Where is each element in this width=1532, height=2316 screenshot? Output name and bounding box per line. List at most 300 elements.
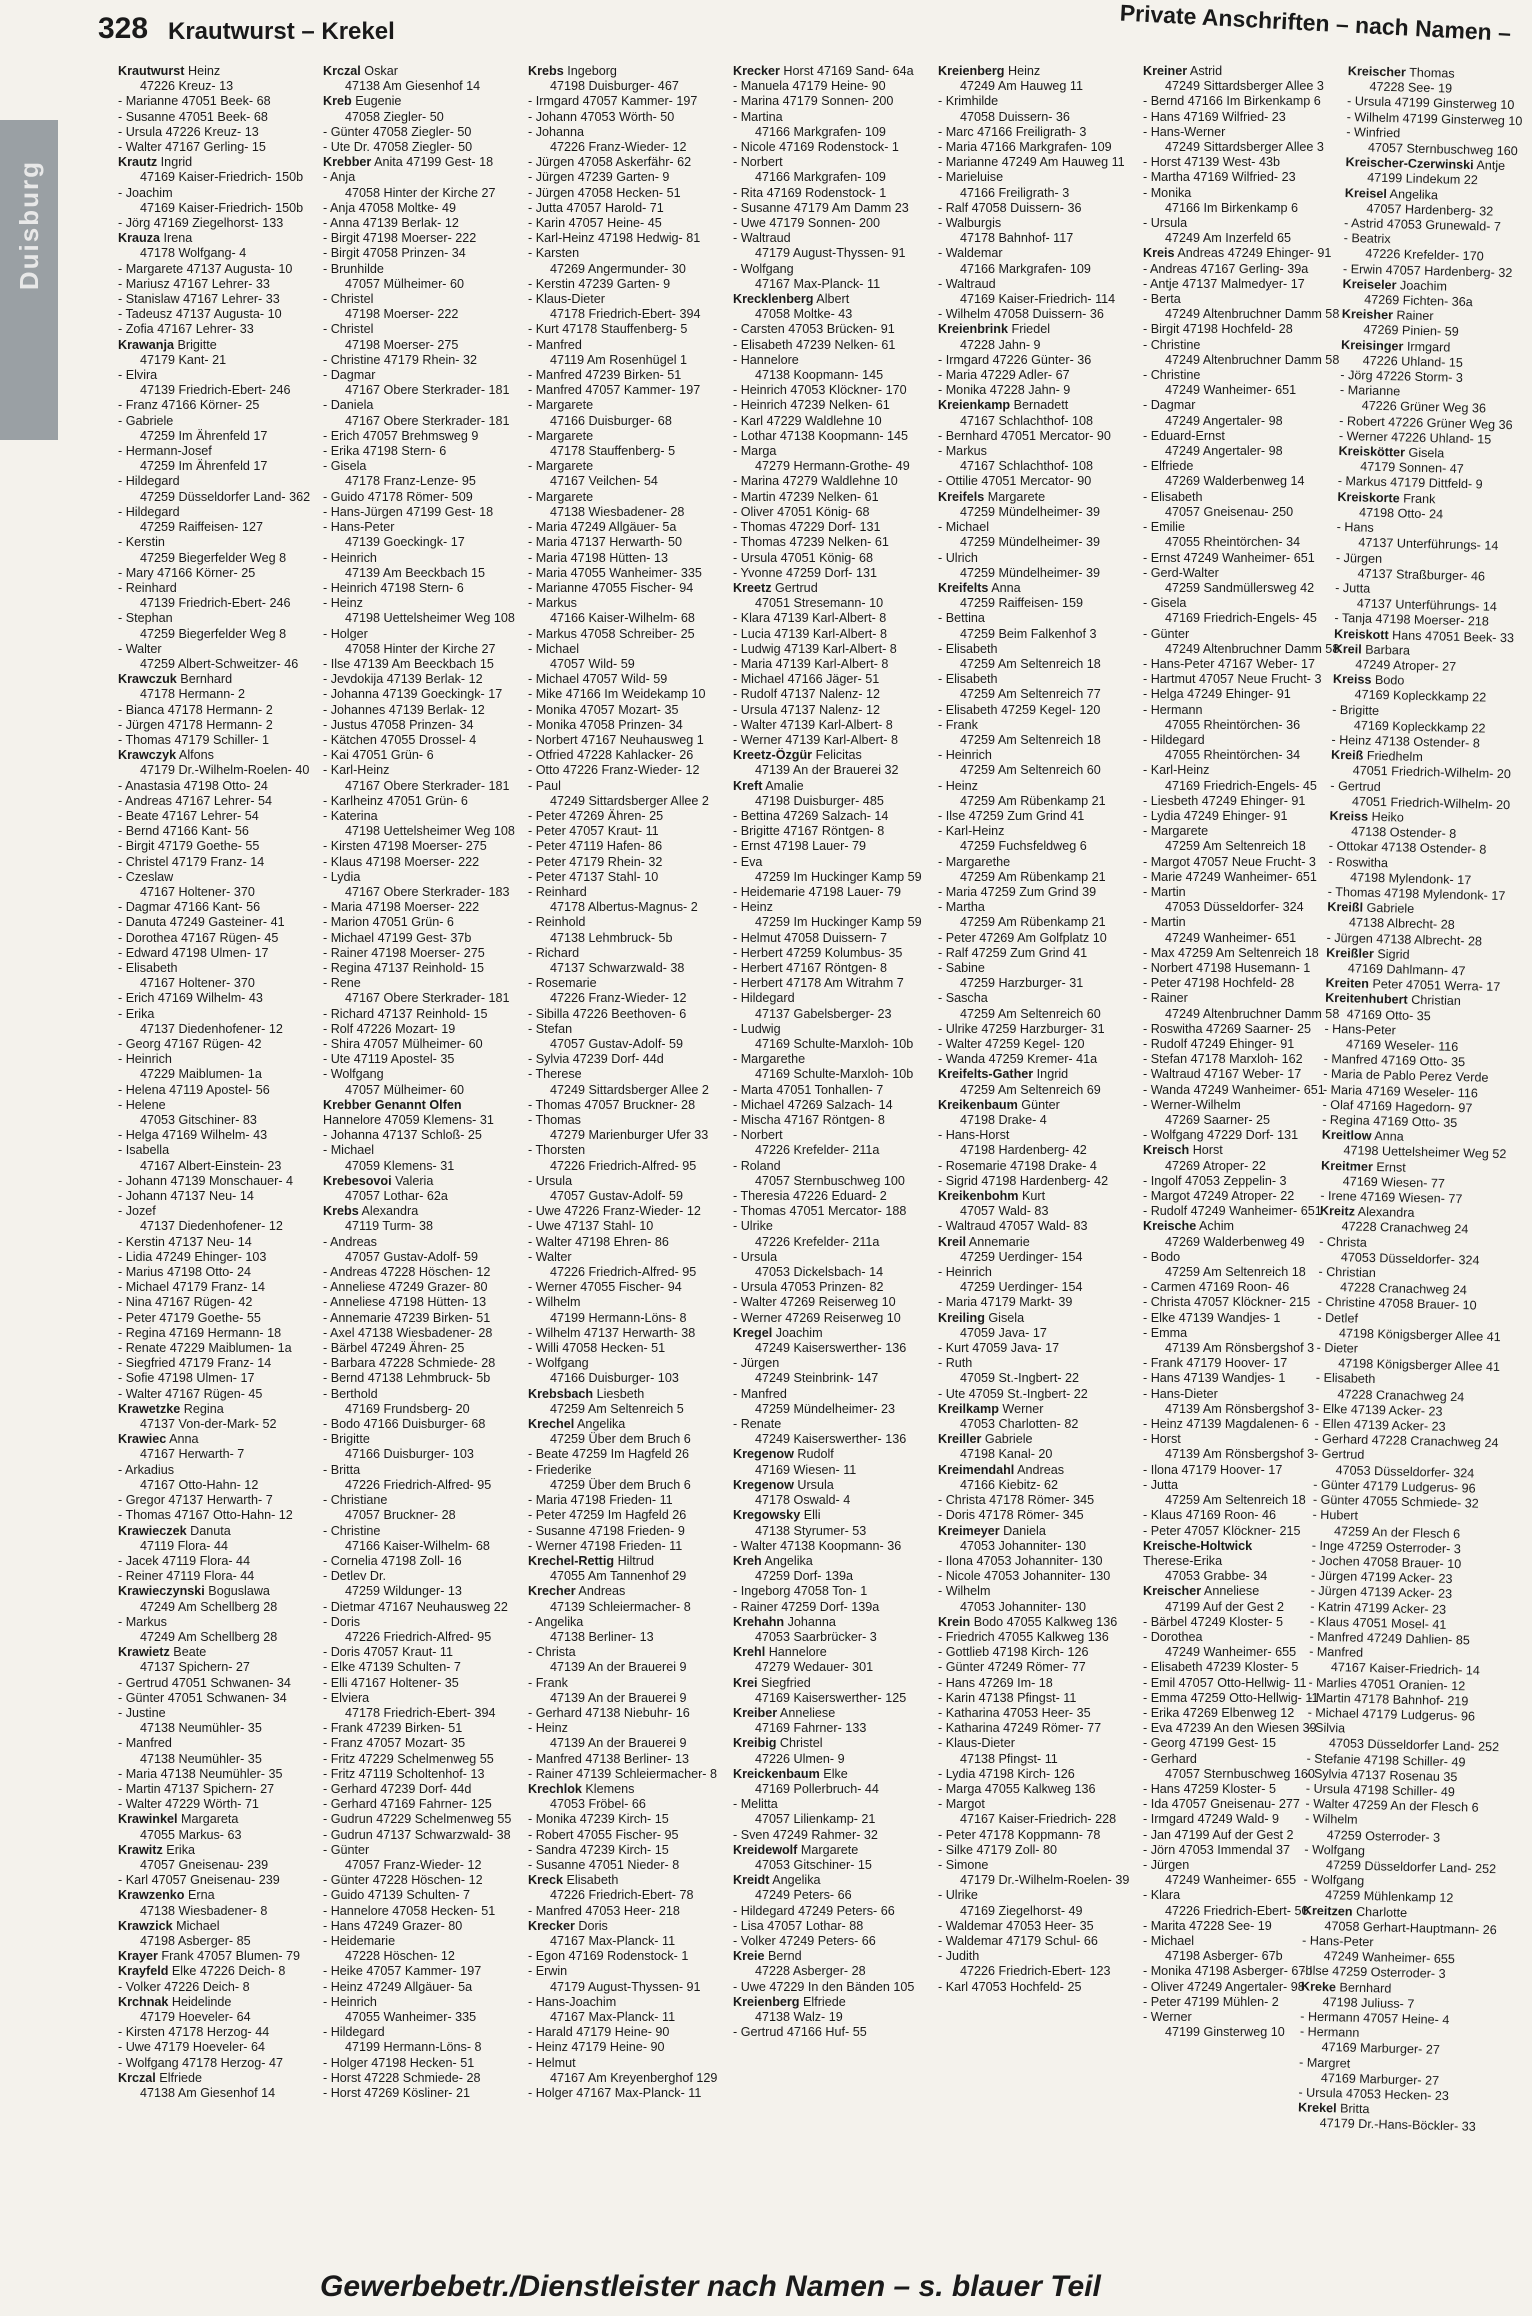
entry-line: - Katerina	[323, 808, 378, 823]
entry-firstname: Angelika	[574, 1417, 626, 1432]
entry-line: - Eva	[733, 854, 763, 869]
entry-firstname: Margarete	[984, 489, 1046, 504]
entry-line: - Winfried	[1346, 124, 1401, 141]
entry-line: - Elke 47139 Wandjes- 1	[1143, 1310, 1281, 1325]
directory-entry	[528, 64, 733, 79]
entry-address: 47249 Altenbruchner Damm 58	[1165, 1006, 1340, 1021]
entry-firstname: Anna	[1371, 1129, 1404, 1144]
entry-line: - Heinrich 47198 Stern- 6	[323, 580, 464, 595]
entry-address: 47198 Asberger- 85	[140, 1933, 251, 1948]
entry-firstname: Margareta	[177, 1812, 239, 1827]
entry-line: - Justine	[118, 1705, 166, 1720]
entry-surname: Krauza	[118, 231, 160, 246]
entry-address: 47249 Am Inzerfeld 65	[1165, 231, 1292, 246]
entry-line: - Michael 47179 Ludgerus- 96	[1307, 1705, 1476, 1724]
entry-surname: Krawinkel	[118, 1812, 178, 1827]
entry-surname: Kreisch	[1143, 1143, 1190, 1158]
entry-line: - Maria 47055 Wanheimer- 335	[528, 565, 702, 580]
entry-address: 47259 Osterroder- 3	[1326, 1827, 1441, 1845]
entry-firstname: Heidelinde	[168, 1994, 232, 2009]
entry-address: 47259 Albert-Schweitzer- 46	[140, 656, 299, 671]
entry-address: 47058 Gerhart-Hauptmann- 26	[1324, 1918, 1497, 1937]
entry-address: 47179 Dr.-Wilhelm-Roelen- 39	[960, 1873, 1130, 1888]
entry-line: - Otfried 47228 Kahlacker- 26	[528, 748, 694, 763]
entry-address: 47259 Fuchsfeldweg 6	[960, 839, 1087, 854]
entry-line: - Robert 47226 Grüner Weg 36	[1339, 413, 1513, 432]
entry-line: - Ursula 47053 Prinzen- 82	[733, 1280, 884, 1295]
entry-address: 47259 Biegerfelder Weg 8	[140, 626, 287, 641]
entry-surname: Krawieczynski	[118, 1584, 205, 1599]
entry-line: - Ottilie 47051 Mercator- 90	[938, 474, 1092, 489]
entry-line: - Werner-Wilhelm	[1143, 1097, 1241, 1112]
entry-line: - Peter 47179 Rhein- 32	[528, 854, 663, 869]
entry-line: - Rita 47169 Rodenstock- 1	[733, 185, 887, 200]
entry-address: 47259 Mühlenkamp 12	[1325, 1888, 1454, 1906]
entry-address: 47249 Wanheimer- 655	[1165, 1873, 1297, 1888]
directory-entry	[118, 1995, 323, 2010]
entry-firstname: Heiko	[1367, 809, 1404, 825]
entry-line: - Peter 47057 Klöckner- 215	[1143, 1523, 1301, 1538]
directory-entry	[118, 1949, 323, 1964]
entry-firstname: Amalie	[762, 778, 804, 793]
entry-address: 47139 Schleiermacher- 8	[550, 1599, 691, 1614]
entry-address: 47249 Peters- 66	[755, 1888, 852, 1903]
directory-entry	[1143, 1143, 1348, 1158]
entry-firstname: Liesbeth	[593, 1386, 645, 1401]
entry-line: - Martin	[1143, 915, 1186, 930]
entry-firstname: Daniela	[999, 1523, 1046, 1538]
entry-firstname: Heinz	[184, 64, 221, 78]
entry-line: - Walter 47229 Wörth- 71	[118, 1797, 259, 1812]
entry-firstname: Christel	[776, 1736, 823, 1751]
entry-line: - Isabella	[118, 1143, 170, 1158]
entry-line: - Elisabeth 47239 Nelken- 61	[733, 337, 896, 352]
entry-address: 47167 Obere Sterkrader- 181	[345, 383, 510, 398]
entry-line: - Kirsten 47198 Moerser- 275	[323, 839, 487, 854]
entry-line: - Manuela 47179 Heine- 90	[733, 79, 886, 94]
entry-line: - Karl-Heinz	[1143, 763, 1210, 778]
entry-address: 47259 Mündelheimer- 39	[960, 504, 1101, 519]
entry-firstname: Irena	[160, 231, 193, 246]
entry-address: 47167 Obere Sterkrader- 181	[345, 778, 510, 793]
entry-address: 47053 Fröbel- 66	[550, 1797, 646, 1812]
entry-line: - Heinz	[528, 1721, 568, 1736]
entry-line: - Hans 47269 Im- 18	[938, 1675, 1053, 1690]
entry-line: - Otto 47226 Franz-Wieder- 12	[528, 763, 700, 778]
directory-entry	[323, 155, 528, 170]
entry-surname: Kregowsky	[733, 1508, 801, 1523]
entry-line: - Dagmar	[1143, 398, 1196, 413]
entry-line: - Lothar 47138 Koopmann- 145	[733, 428, 909, 443]
entry-surname: Kreitmer	[1320, 1158, 1374, 1174]
entry-line: - Jürgen 47058 Hecken- 51	[528, 185, 681, 200]
entry-line: - Heike 47057 Kammer- 197	[323, 1964, 482, 1979]
entry-address: 47198 Mylendonk- 17	[1349, 870, 1472, 888]
entry-line: - Jochen 47058 Brauer- 10	[1311, 1553, 1462, 1572]
entry-address: 47169 Kopleckkamp 22	[1353, 718, 1486, 736]
entry-address: 47226 Krefelder- 211a	[755, 1234, 880, 1249]
entry-line: - Dorothea 47167 Rügen- 45	[118, 930, 279, 945]
entry-line: - Stanislaw 47167 Lehrer- 33	[118, 292, 280, 307]
directory-entry	[323, 64, 528, 79]
entry-line: - Jürgen 47178 Hermann- 2	[118, 717, 273, 732]
entry-firstname: Elfriede	[155, 2070, 203, 2085]
entry-line: - Andreas	[323, 1234, 377, 1249]
entry-line: - Ute 47059 St.-Ingbert- 22	[938, 1386, 1088, 1401]
entry-address: 47053 Charlotten- 82	[960, 1417, 1079, 1432]
directory-entry	[118, 231, 323, 246]
entry-line: - Maria de Pablo Perez Verde	[1323, 1067, 1489, 1086]
directory-entry	[1143, 246, 1348, 261]
entry-line: - Walter 47167 Rügen- 45	[118, 1386, 263, 1401]
entry-address: 47139 An der Brauerei 9	[550, 1736, 687, 1751]
entry-line: - Christine 47058 Brauer- 10	[1317, 1295, 1477, 1313]
entry-address: 47279 Marienburger Ufer 33	[550, 1128, 709, 1143]
entry-address: 47178 Bahnhof- 117	[960, 231, 1074, 246]
directory-entry	[528, 1417, 733, 1432]
entry-address: 47179 Sonnen- 47	[1359, 459, 1464, 477]
entry-line: - Manfred	[733, 1386, 787, 1401]
entry-surname: Kreibig	[733, 1736, 777, 1751]
entry-line: - Mike 47166 Im Weidekamp 10	[528, 687, 706, 702]
entry-address: 47138 Albrecht- 28	[1348, 915, 1455, 933]
entry-line: - Bodo 47166 Duisburger- 68	[323, 1417, 486, 1432]
entry-line: - Annemarie 47239 Birken- 51	[323, 1310, 491, 1325]
entry-address: 47051 Stresemann- 10	[755, 596, 884, 611]
entry-surname: Kregenow	[733, 1477, 794, 1492]
entry-line: - Christine 47179 Rhein- 32	[323, 352, 478, 367]
entry-line: - Rosemarie	[528, 976, 597, 991]
entry-address: 47167 Kaiser-Friedrich- 228	[960, 1812, 1117, 1827]
entry-line: - Volker 47226 Deich- 8	[118, 1979, 250, 1994]
entry-line: - Wolfgang	[1304, 1842, 1366, 1858]
entry-line: - Marta 47051 Tonhallen- 7	[733, 1082, 884, 1097]
entry-address: 47053 Saarbrücker- 3	[755, 1629, 877, 1644]
entry-address: 47139 Am Rönsbergshof 3	[1165, 1341, 1315, 1356]
directory-entry	[118, 1919, 323, 1934]
entry-firstname: Ernst	[1372, 1159, 1406, 1175]
entry-line: - Waldemar 47053 Heer- 35	[938, 1918, 1094, 1933]
entry-firstname: Heinz	[1004, 64, 1041, 78]
entry-line: - Anastasia 47198 Otto- 24	[118, 778, 268, 793]
entry-line: - Johanna 47139 Goeckingk- 17	[323, 687, 503, 702]
entry-line: - Anna 47139 Berlak- 12	[323, 216, 459, 231]
entry-line: - Michael	[528, 641, 580, 656]
entry-line: - Kirsten 47178 Herzog- 44	[118, 2025, 270, 2040]
entry-line: - Wilhelm	[528, 1295, 581, 1310]
entry-line: - Hans 47249 Grazer- 80	[323, 1918, 463, 1933]
entry-line: - Elisabeth 47259 Kegel- 120	[938, 702, 1101, 717]
entry-line: - Thomas 47229 Dorf- 131	[733, 520, 881, 535]
entry-address: 47178 Oswald- 4	[755, 1493, 851, 1508]
entry-address: 47259 Mündelheimer- 39	[960, 565, 1101, 580]
entry-address: 47138 Am Giesenhof 14	[345, 79, 481, 94]
entry-firstname: Friedhelm	[1363, 748, 1423, 765]
entry-line: - Martha 47169 Wilfried- 23	[1143, 170, 1296, 185]
entry-address: 47167 Obere Sterkrader- 181	[345, 991, 510, 1006]
entry-address: 47057 Hardenberg- 32	[1366, 201, 1494, 219]
entry-address: 47119 Flora- 44	[140, 1538, 228, 1553]
entry-address: 47226 Uhland- 15	[1362, 353, 1464, 370]
entry-line: - Ute 47119 Apostel- 35	[323, 1052, 455, 1067]
entry-line: - Marius 47198 Otto- 24	[118, 1265, 251, 1280]
entry-line: - Hannelore 47058 Hecken- 51	[323, 1903, 496, 1918]
entry-line: - Heinrich 47239 Nelken- 61	[733, 398, 890, 413]
entry-surname: Kreetz-Özgür	[733, 748, 813, 763]
entry-line: - Monika 47228 Jahn- 9	[938, 383, 1071, 398]
entry-line: - Werner 47139 Karl-Albert- 8	[733, 732, 898, 747]
entry-firstname: Albert	[813, 292, 850, 307]
entry-address: 47259 Düsseldorfer Land- 362	[140, 489, 311, 504]
entry-line: - Silke 47179 Zoll- 80	[938, 1842, 1058, 1857]
entry-firstname: Gertrud	[771, 580, 818, 595]
entry-address: 47198 Moerser- 275	[345, 337, 459, 352]
entry-line: - Marga	[733, 444, 777, 459]
entry-line: - Karin 47138 Pfingst- 11	[938, 1690, 1077, 1705]
entry-line: - Susanne 47051 Nieder- 8	[528, 1857, 680, 1872]
entry-line: - Stefan	[528, 1021, 573, 1036]
entry-firstname: Hannelore	[765, 1645, 827, 1660]
directory-entry	[733, 1949, 938, 1964]
entry-address: 47199 Auf der Gest 2	[1165, 1599, 1285, 1614]
entry-line: - Bernhard 47051 Mercator- 90	[938, 428, 1111, 443]
entry-surname: Krawczyk	[118, 748, 177, 763]
entry-line: - Brunhilde	[323, 261, 384, 276]
entry-firstname: Regina	[180, 1401, 224, 1416]
entry-surname: Krczal	[323, 64, 361, 78]
entry-surname: Kreifelts-Gather	[938, 1067, 1034, 1082]
entry-address: 47269 Atroper- 22	[1165, 1158, 1266, 1173]
entry-firstname: Brigitte	[174, 337, 217, 352]
entry-surname: Kreißler	[1326, 945, 1375, 961]
entry-line: - Ludwig	[733, 1021, 781, 1036]
entry-line: - Axel 47138 Wiesbadener- 28	[323, 1325, 493, 1340]
directory-entry	[323, 94, 528, 109]
entry-line: - Elfriede	[1143, 459, 1194, 474]
directory-entry	[118, 155, 323, 170]
entry-address: 47138 Neumühler- 35	[140, 1721, 262, 1736]
entry-address: 47198 Kanal- 20	[960, 1447, 1053, 1462]
entry-line: - Sascha	[938, 991, 988, 1006]
entry-surname: Kreikenbaum	[938, 1097, 1018, 1112]
entry-line: - Helga 47249 Ehinger- 91	[1143, 687, 1291, 702]
entry-line: - Monika 47057 Mozart- 35	[528, 702, 679, 717]
entry-address: 47053 Johanniter- 130	[960, 1538, 1087, 1553]
entry-surname: Kreienberg	[938, 64, 1005, 78]
entry-line: - Marie 47249 Wanheimer- 651	[1143, 869, 1317, 884]
entry-line: - Andreas 47167 Gerling- 39a	[1143, 261, 1309, 276]
entry-line: - Kerstin 47137 Neu- 14	[118, 1234, 252, 1249]
entry-line: - Dagmar	[323, 368, 376, 383]
directory-entry	[733, 1554, 938, 1569]
entry-address: 47139 Friedrich-Ebert- 246	[140, 383, 291, 398]
directory-entry	[528, 1584, 733, 1599]
entry-line: - Wolfgang 47229 Dorf- 131	[1143, 1128, 1299, 1143]
entry-line: - Shira 47057 Mülheimer- 60	[323, 1037, 483, 1051]
entry-line: - Gudrun 47137 Schwarzwald- 38	[323, 1827, 511, 1842]
entry-line: - Brigitte	[1332, 702, 1380, 718]
entry-line: - Judith	[938, 1949, 980, 1964]
entry-address: 47057 Gustav-Adolf- 59	[550, 1189, 684, 1204]
entry-line: - Heinz	[938, 778, 978, 793]
entry-line: - Marina 47179 Sonnen- 200	[733, 94, 894, 109]
entry-line: - Jozef	[118, 1204, 156, 1219]
entry-surname: Kreißl	[1327, 899, 1364, 915]
entry-address: 47198 Otto- 24	[1358, 505, 1444, 522]
entry-line: - Volker 47249 Peters- 66	[733, 1933, 876, 1948]
entry-firstname: Oskar	[360, 64, 398, 78]
entry-line: - Ursula	[1143, 216, 1188, 231]
entry-address: 47259 Uerdinger- 154	[960, 1280, 1083, 1295]
entry-address: 47259 Raiffeisen- 159	[960, 596, 1083, 611]
entry-line: - Christa	[1319, 1234, 1367, 1250]
entry-line: - Gudrun 47229 Schelmenweg 55	[323, 1812, 512, 1827]
entry-line: - Marc 47166 Freiligrath- 3	[938, 124, 1087, 139]
entry-line: - Gertrud	[1313, 1447, 1365, 1463]
entry-surname: Kreh	[733, 1553, 762, 1568]
entry-line: - Susanne 47179 Am Damm 23	[733, 200, 909, 215]
entry-line: - Andreas 47167 Lehrer- 54	[118, 793, 273, 808]
entry-firstname: Antje	[1473, 158, 1506, 174]
entry-line: - Regina 47169 Otto- 35	[1322, 1112, 1458, 1130]
entry-line: - Manfred	[1309, 1644, 1364, 1660]
entry-line: - Hans-Dieter	[1143, 1386, 1218, 1401]
entry-line: - Thomas	[528, 1113, 581, 1128]
entry-line: - Uwe 47179 Sonnen- 200	[733, 216, 881, 231]
entry-address: 47249 Angertaler- 98	[1165, 413, 1283, 428]
entry-address: 47228 Höschen- 12	[345, 1949, 455, 1964]
directory-entry	[733, 748, 938, 763]
entry-firstname: Barbara	[1361, 642, 1411, 658]
entry-line: - Manfred	[118, 1736, 172, 1751]
entry-surname: Kreilkamp	[938, 1401, 999, 1416]
entry-line: - Walter 47139 Karl-Albert- 8	[733, 717, 893, 732]
entry-line: - Rudolf 47249 Wanheimer- 651	[1143, 1204, 1322, 1219]
page-number: 328	[98, 12, 149, 45]
entry-address: 47226 Friedrich-Alfred- 95	[550, 1158, 697, 1173]
directory-entry	[938, 322, 1143, 337]
entry-address: 47058 Duissern- 36	[960, 109, 1070, 124]
entry-address: 47169 Kaiser-Friedrich- 150b	[140, 170, 304, 185]
entry-address: 47053 Johanniter- 130	[960, 1599, 1087, 1614]
entry-line: - Helena 47119 Apostel- 56	[118, 1082, 270, 1097]
entry-line: - Rainer 47198 Moerser- 275	[323, 945, 485, 960]
directory-entry	[118, 1888, 323, 1903]
entry-line: - Silvia	[1307, 1720, 1346, 1736]
entry-address: 47137 Diedenhofener- 12	[140, 1021, 283, 1036]
entry-surname: Krawiec	[118, 1432, 167, 1447]
entry-address: 47179 August-Thyssen- 91	[755, 246, 906, 261]
entry-address: 47058 Ziegler- 50	[345, 109, 444, 124]
directory-entry	[733, 1706, 938, 1721]
entry-line: - Johann 47137 Neu- 14	[118, 1189, 254, 1204]
entry-line: - Waldemar 47179 Schul- 66	[938, 1933, 1098, 1948]
entry-line: - Wilhelm	[938, 1584, 991, 1599]
entry-line: - Hans-Peter	[1324, 1021, 1396, 1038]
entry-line: - Marianne	[1339, 383, 1401, 399]
directory-entry	[938, 490, 1143, 505]
entry-line: Hannelore 47059 Klemens- 31	[323, 1113, 494, 1128]
entry-surname: Kreiten	[1325, 975, 1370, 991]
entry-address: 47138 Wiesbadener- 28	[550, 504, 685, 519]
entry-line: - Johann 47053 Wörth- 50	[528, 109, 675, 124]
entry-address: 47249 Atroper- 27	[1355, 657, 1457, 674]
entry-firstname: Ursula	[793, 1477, 834, 1492]
directory-entry	[118, 1812, 323, 1827]
entry-line: - Harald 47179 Heine- 90	[528, 2025, 670, 2040]
entry-address: 47057 Sternbuschweg 160	[1165, 1766, 1315, 1781]
entry-line: - Frank 47239 Birken- 51	[323, 1721, 463, 1736]
entry-line: - Ursula 47051 König- 68	[733, 550, 874, 565]
entry-line: - Horst 47228 Schmiede- 28	[323, 2070, 481, 2085]
entry-address: 47259 Am Seltenreich 18	[960, 656, 1101, 671]
entry-line: - Wanda 47259 Kremer- 41a	[938, 1052, 1098, 1067]
entry-line: - Gerhard 47169 Fahrner- 125	[323, 1797, 492, 1812]
entry-line: - Michael 47057 Wild- 59	[528, 672, 668, 687]
directory-entry	[733, 1645, 938, 1660]
entry-line: - Ursula 47137 Nalenz- 12	[733, 702, 881, 717]
entry-address: 47059 Klemens- 31	[345, 1158, 455, 1173]
entry-line: - Rudolf 47137 Nalenz- 12	[733, 687, 881, 702]
entry-address: 47259 Düsseldorfer Land- 252	[1325, 1857, 1497, 1877]
entry-line: - Lydia	[323, 869, 361, 884]
entry-surname: Kreft	[733, 778, 763, 793]
entry-line: - Werner	[1143, 2010, 1192, 2024]
entry-line: - Lisa 47057 Lothar- 88	[733, 1918, 864, 1933]
footer-note: Gewerbebetr./Dienstleister nach Namen – s. blauer Teil	[320, 2270, 1101, 2303]
entry-surname: Krawczuk	[118, 672, 177, 687]
entry-line: - Ursula	[528, 1173, 573, 1188]
entry-line: - Jürgen	[733, 1356, 780, 1371]
entry-address: 47058 Hinter der Kirche 27	[345, 641, 496, 656]
directory-entry	[733, 1843, 938, 1858]
entry-line: - Kerstin 47239 Garten- 9	[528, 276, 671, 291]
entry-firstname: Alexandra	[358, 1204, 419, 1219]
entry-line: - Yvonne 47259 Dorf- 131	[733, 565, 877, 580]
entry-address: 47057 Wald- 83	[960, 1204, 1049, 1219]
page-name-range: Krautwurst – Krekel	[168, 18, 395, 45]
entry-line: - Bärbel 47249 Kloster- 5	[1143, 1614, 1284, 1629]
entry-line: - Martha	[938, 900, 985, 915]
entry-line: - Reinhold	[528, 915, 586, 930]
entry-address: 47166 Markgrafen- 109	[755, 170, 886, 185]
entry-line: - Ilona 47179 Hoover- 17	[1143, 1462, 1283, 1477]
entry-address: 47178 Wolfgang- 4	[140, 246, 247, 261]
entry-line: - Sandra 47239 Kirch- 15	[528, 1842, 669, 1857]
entry-line: - Irmgard 47226 Günter- 36	[938, 352, 1092, 367]
entry-firstname: Gisela	[984, 1310, 1025, 1325]
entry-line: - Marianne 47055 Fischer- 94	[528, 580, 694, 595]
entry-line: - Ute Dr. 47058 Ziegler- 50	[323, 140, 473, 155]
directory-entry	[1143, 64, 1348, 79]
entry-firstname: Charlotte	[1352, 1904, 1408, 1920]
directory-entry	[733, 1767, 938, 1782]
entry-address: 47057 Franz-Wieder- 12	[345, 1857, 482, 1872]
entry-address: 47249 Am Schellberg 28	[140, 1599, 278, 1614]
directory-entry	[938, 1311, 1143, 1326]
entry-line: - Gregor 47137 Herwarth- 7	[118, 1493, 273, 1508]
entry-line: - Ruth	[938, 1356, 973, 1371]
entry-firstname: Achim	[1196, 1219, 1235, 1234]
entry-line: - Marianne 47249 Am Hauweg 11	[938, 155, 1125, 170]
directory-entry	[528, 1919, 733, 1934]
entry-line: - Christa	[528, 1645, 576, 1660]
entry-line: - Walter 47138 Koopmann- 36	[733, 1538, 902, 1553]
entry-address: 47055 Markus- 63	[140, 1827, 242, 1842]
entry-surname: Kreifels	[938, 489, 985, 504]
entry-line: - Uwe 47229 In den Bänden 105	[733, 1979, 915, 1994]
entry-address: 47226 Friedrich-Alfred- 95	[345, 1477, 492, 1492]
